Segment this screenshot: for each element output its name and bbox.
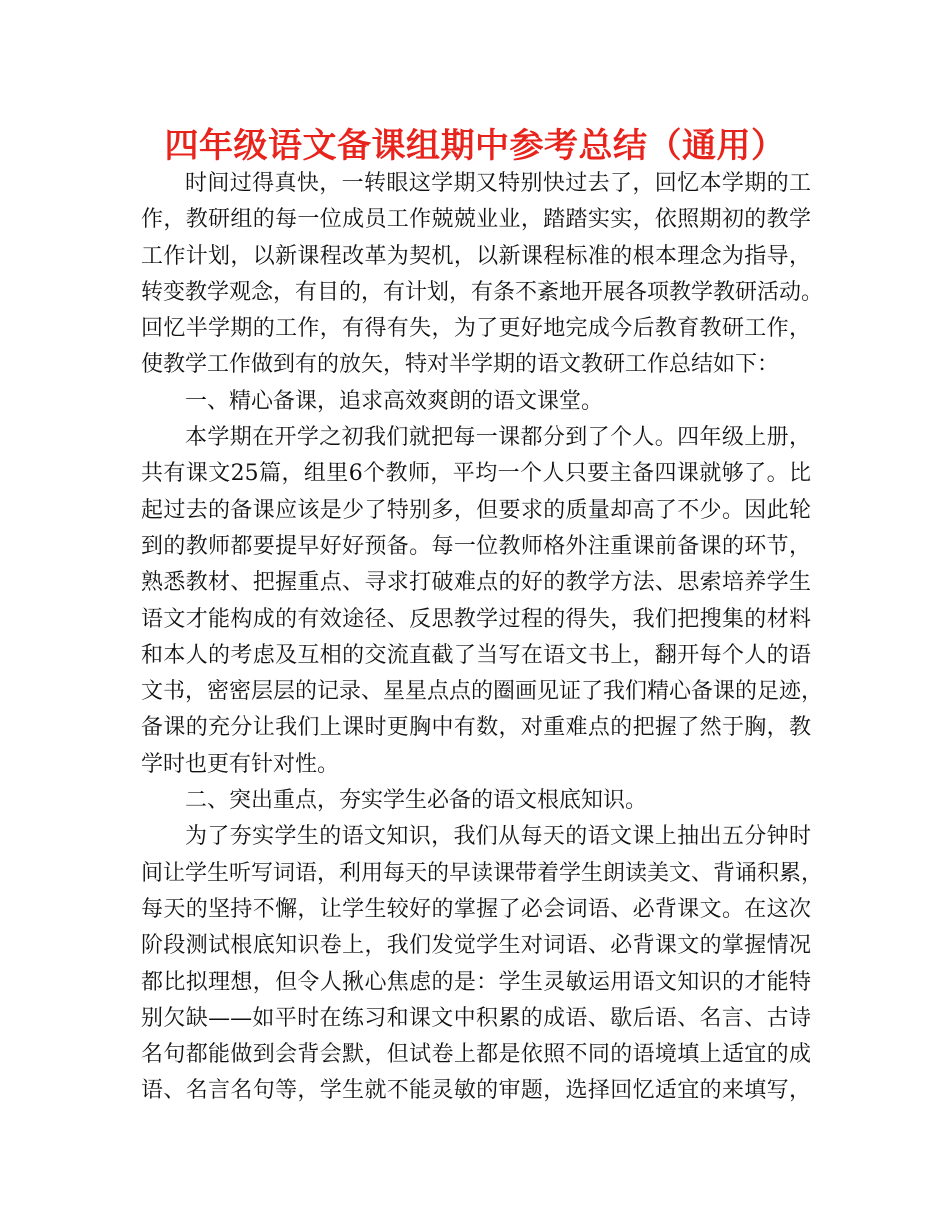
- text-line: 本学期在开学之初我们就把每一课都分到了个人。四年级上册，: [185, 425, 811, 451]
- section-heading: 一、精心备课，追求高效爽朗的语文课堂。: [185, 388, 604, 414]
- text-line: 作，教研组的每一位成员工作兢兢业业，踏踏实实，依照期初的教学: [141, 207, 811, 233]
- text-line: 共有课文25篇，组里6个教师，平均一个人只要主备四课就够了。比: [141, 461, 811, 487]
- text-line: 文书，密密层层的记录、星星点点的圈画见证了我们精心备课的足迹，: [141, 679, 824, 705]
- text-line: 阶段测试根底知识卷上，我们发觉学生对词语、必背课文的掌握情况: [141, 933, 811, 959]
- text-line: 为了夯实学生的语文知识，我们从每天的语文课上抽出五分钟时: [185, 824, 811, 850]
- text-line: 学时也更有针对性。: [141, 751, 340, 777]
- document-body: [141, 166, 824, 1110]
- text-line: 回忆半学期的工作，有得有失，为了更好地完成今后教育教研工作，: [141, 316, 811, 342]
- text-line: 使教学工作做到有的放矢，特对半学期的语文教研工作总结如下：: [141, 352, 780, 378]
- text-line: 都比拟理想，但令人揪心焦虑的是：学生灵敏运用语文知识的才能特: [141, 969, 811, 995]
- text-line: 熟悉教材、把握重点、寻求打破难点的好的教学方法、思索培养学生: [141, 570, 811, 596]
- text-line: 每天的坚持不懈，让学生较好的掌握了必会词语、必背课文。在这次: [141, 896, 811, 922]
- text-line: 别欠缺——如平时在练习和课文中积累的成语、歇后语、名言、古诗: [141, 1005, 811, 1031]
- text-line: 时间过得真快，一转眼这学期又特别快过去了，回忆本学期的工: [185, 171, 811, 196]
- text-line: 到的教师都要提早好好预备。每一位教师格外注重课前备课的环节，: [141, 533, 811, 559]
- text-line: 备课的充分让我们上课时更胸中有数，对重难点的把握了然于胸，教: [141, 715, 811, 741]
- text-line: 工作计划，以新课程改革为契机，以新课程标准的根本理念为指导，: [141, 243, 811, 269]
- text-line: 语文才能构成的有效途径、反思教学过程的得失，我们把搜集的材料: [141, 606, 811, 632]
- text-line: 名句都能做到会背会默，但试卷上都是依照不同的语境填上适宜的成: [141, 1042, 811, 1068]
- text-line: 转变教学观念，有目的，有计划，有条不紊地开展各项教学教研活动。: [141, 279, 824, 305]
- section-heading: 二、突出重点，夯实学生必备的语文根底知识。: [185, 788, 648, 814]
- text-line: 间让学生听写词语，利用每天的早读课带着学生朗读美文、背诵积累，: [141, 860, 824, 886]
- text-line: 起过去的备课应该是少了特别多，但要求的质量却高了不少。因此轮: [141, 497, 811, 523]
- document-title: 四年级语文备课组期中参考总结（通用）: [164, 126, 786, 166]
- text-line: 和本人的考虑及互相的交流直截了当写在语文书上，翻开每个人的语: [141, 642, 811, 668]
- text-line: 语、名言名句等，学生就不能灵敏的审题，选择回忆适宜的来填写，: [141, 1078, 811, 1104]
